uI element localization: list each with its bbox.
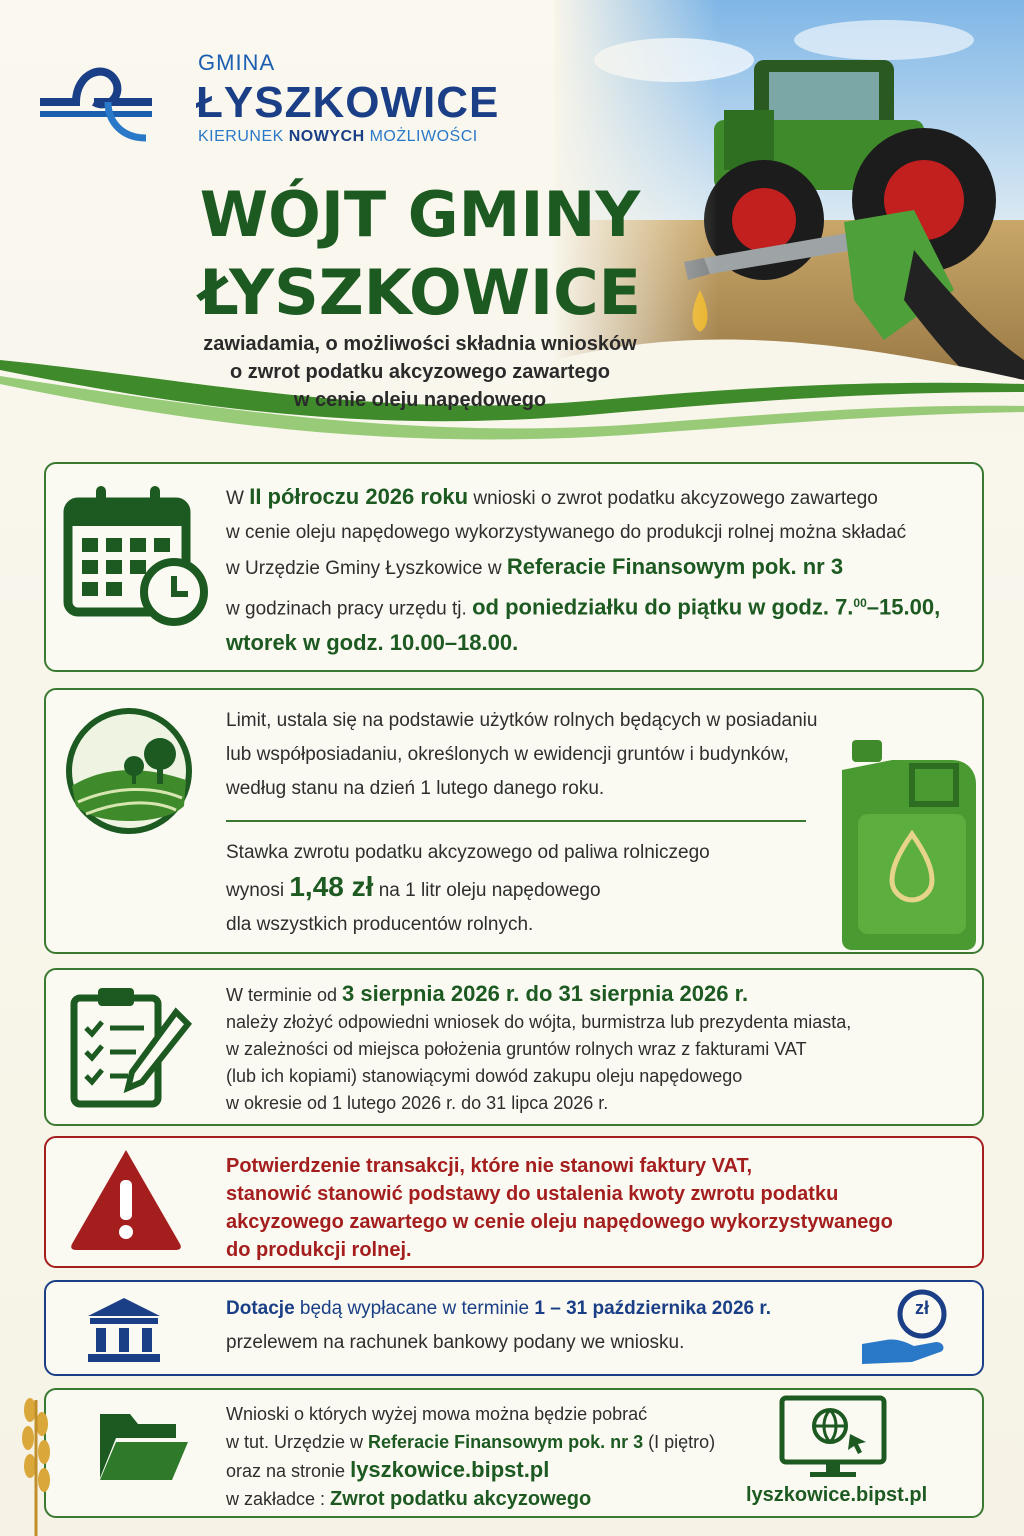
card3-text: W terminie od 3 sierpnia 2026 r. do 31 sierpnia 2026 r. należy złożyć odpowiedni wniosek do wójta, burmistrza lub prezydenta miasta, w zależności od miejsca położenia gruntów rolnych wraz z fakturami VAT (lub ich kopiami) stanowiącymi dowód zakupu oleju napędowego w okresie od 1 lutego 2026 r. do 31 lipca 2026 r.	[226, 981, 852, 1113]
title-line-1: WÓJT GMINY	[199, 178, 641, 251]
wheat-decoration	[0, 1370, 80, 1536]
field-landscape-icon	[64, 706, 194, 836]
title-line-2: ŁYSZKOWICE	[199, 256, 641, 329]
subtitle-line-1: zawiadamia, o możliwości składnia wniosków	[203, 333, 637, 355]
logo-municipality-name: ŁYSZKOWICE	[196, 78, 500, 127]
card-limit-rate	[44, 688, 984, 954]
page-subtitle	[200, 330, 640, 414]
bank-building-icon	[84, 1296, 164, 1364]
card-deadline	[44, 968, 984, 1126]
card1-text: W II półroczu 2026 roku wnioski o zwrot podatku akcyzowego zawartego w cenie oleju napędowego wykorzystywanego do produkcji rolnej można składać w Urzędzie Gminy Łyszkowice w Referacie Finansowym pok. nr 3 w godzinach pracy urzędu tj. od poniedziałku do piątku w godz. 7.00–15.00, wtorek w godz. 10.00–18.00.	[226, 484, 941, 656]
coin-currency-label: zł	[914, 1298, 929, 1318]
municipality-logo	[36, 44, 500, 154]
card-warning	[44, 1136, 984, 1268]
subtitle-line-3: w cenie oleju napędowego	[293, 389, 547, 411]
page-title	[160, 176, 680, 332]
card2-divider	[226, 820, 806, 822]
card-submission-info	[44, 462, 984, 672]
logo-mark-icon	[36, 52, 156, 142]
card-download	[44, 1388, 984, 1518]
computer-web-icon	[778, 1394, 888, 1480]
card2-rate-text: Stawka zwrotu podatku akcyzowego od paliwa rolniczego wynosi 1,48 zł na 1 litr oleju napędowego dla wszystkich producentów rolnych.	[226, 842, 710, 935]
card4-text: Potwierdzenie transakcji, które nie stanowi faktury VAT, stanowić stanowić podstawy do ustalenia kwoty zwrotu podatku akcyzowego zawartego w cenie oleju napędowego wykorzystywanego do produkcji rolnej.	[226, 1155, 893, 1261]
website-link[interactable]: lyszkowice.bipst.pl	[746, 1484, 928, 1506]
warning-triangle-icon	[66, 1144, 186, 1254]
card-payment	[44, 1280, 984, 1376]
card2-limit-text: Limit, ustala się na podstawie użytków rolnych będących w posiadaniu lub współposiadaniu, określonych w ewidencji gruntów i budynków, według stanu na dzień 1 lutego danego roku.	[226, 710, 818, 799]
clipboard-checklist-icon	[66, 982, 196, 1112]
card5-text: Dotacje będą wypłacane w terminie 1 – 31 października 2026 r. przelewem na rachunek bankowy podany we wniosku.	[226, 1298, 771, 1353]
folder-icon	[96, 1404, 192, 1484]
card6-text: Wnioski o których wyżej mowa można będzie pobrać w tut. Urzędzie w Referacie Finansowym pok. nr 3 (I piętro) oraz na stronie lyszkowice.bipst.pl w zakładce : Zwrot podatku akcyzowego	[226, 1404, 716, 1510]
logo-gmina-label: GMINA	[198, 50, 276, 75]
logo-slogan: KIERUNEK NOWYCH MOŻLIWOŚCI	[198, 128, 478, 145]
fuel-canister-icon	[832, 730, 982, 950]
calendar-clock-icon	[62, 480, 212, 630]
subtitle-line-2: o zwrot podatku akcyzowego zawartego	[229, 361, 611, 383]
